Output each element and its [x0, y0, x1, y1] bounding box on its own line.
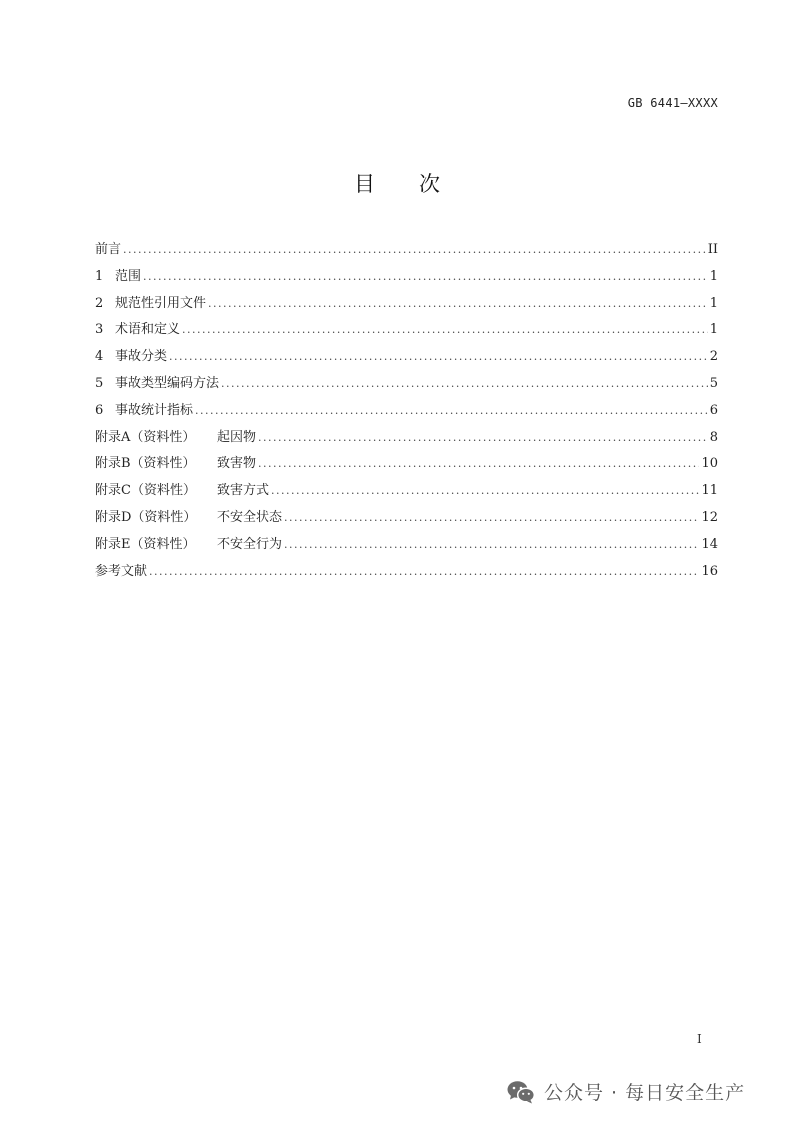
toc-leader-dots	[208, 294, 708, 314]
toc-page-number: 16	[701, 563, 718, 579]
toc-entry-number: 1	[95, 268, 104, 284]
page-title-char-1: 目	[354, 172, 375, 196]
toc-page-number: 8	[709, 429, 718, 445]
watermark	[506, 1078, 745, 1105]
toc-entry-terms-definitions[interactable]	[95, 320, 718, 347]
toc-page-number: II	[707, 242, 718, 257]
footer-page-number: I	[697, 1032, 702, 1046]
toc-page-number: 6	[709, 402, 718, 418]
toc-entry-text: 致害方式	[217, 483, 270, 499]
toc-leader-dots	[284, 508, 699, 528]
toc-annex-tag: 附录C（资料性）	[95, 483, 196, 499]
toc-page-number: 2	[709, 349, 718, 365]
toc-entry-scope[interactable]	[95, 267, 718, 294]
toc-entry-statistical-indicators[interactable]	[95, 401, 718, 428]
toc-leader-dots	[169, 347, 708, 367]
watermark-text: 公众号 · 每日安全生产	[544, 1082, 746, 1104]
toc-leader-dots	[221, 374, 708, 394]
standard-code: GB 6441—XXXX	[627, 96, 718, 110]
toc-entry-text: 不安全行为	[217, 536, 283, 552]
toc-entry-text: 参考文献	[95, 563, 148, 579]
toc-page-number: 11	[701, 483, 718, 499]
table-of-contents	[95, 240, 718, 588]
toc-entry-number: 4	[95, 349, 104, 365]
toc-leader-dots	[149, 562, 699, 582]
toc-entry-annex-b[interactable]	[95, 454, 718, 481]
toc-page-number: 1	[709, 322, 718, 338]
toc-page-number: 12	[701, 509, 718, 525]
page-title	[0, 168, 794, 198]
toc-entry-annex-e[interactable]	[95, 535, 718, 562]
toc-entry-number: 3	[95, 322, 104, 338]
toc-entry-text: 事故分类	[115, 349, 168, 365]
toc-entry-bibliography[interactable]	[95, 562, 718, 589]
toc-annex-tag: 附录E（资料性）	[95, 536, 196, 552]
toc-leader-dots	[271, 481, 699, 501]
toc-page-number: 1	[709, 268, 718, 284]
toc-page-number: 10	[701, 456, 718, 472]
toc-entry-text: 规范性引用文件	[115, 295, 207, 311]
toc-entry-text: 事故类型编码方法	[115, 375, 220, 391]
toc-entry-annex-a[interactable]	[95, 428, 718, 455]
toc-entry-number: 2	[95, 295, 104, 311]
toc-entry-number: 6	[95, 402, 104, 418]
toc-entry-text: 起因物	[217, 429, 257, 445]
toc-leader-dots	[284, 535, 699, 555]
toc-entry-accident-classification[interactable]	[95, 347, 718, 374]
toc-annex-tag: 附录A（资料性）	[95, 429, 196, 445]
toc-entry-annex-c[interactable]	[95, 481, 718, 508]
toc-entry-foreword[interactable]	[95, 240, 718, 267]
toc-leader-dots	[258, 428, 708, 448]
toc-entry-number: 5	[95, 375, 104, 391]
toc-entry-normative-references[interactable]	[95, 294, 718, 321]
toc-entry-text: 致害物	[217, 456, 257, 472]
toc-entry-annex-d[interactable]	[95, 508, 718, 535]
toc-entry-coding-method[interactable]	[95, 374, 718, 401]
page-title-char-2: 次	[419, 172, 440, 196]
toc-annex-tag: 附录D（资料性）	[95, 509, 197, 525]
toc-annex-tag: 附录B（资料性）	[95, 456, 196, 472]
toc-leader-dots	[143, 267, 708, 287]
toc-entry-text: 不安全状态	[217, 509, 283, 525]
toc-leader-dots	[195, 401, 708, 421]
toc-page-number: 5	[709, 375, 718, 391]
toc-leader-dots	[123, 240, 706, 260]
toc-leader-dots	[182, 320, 708, 340]
toc-entry-text: 前言	[95, 242, 122, 257]
wechat-icon	[506, 1079, 536, 1105]
toc-page-number: 14	[701, 536, 718, 552]
toc-entry-text: 事故统计指标	[115, 402, 194, 418]
toc-page-number: 1	[709, 295, 718, 311]
toc-leader-dots	[258, 454, 699, 474]
toc-entry-text: 范围	[115, 268, 142, 284]
toc-entry-text: 术语和定义	[115, 322, 181, 338]
